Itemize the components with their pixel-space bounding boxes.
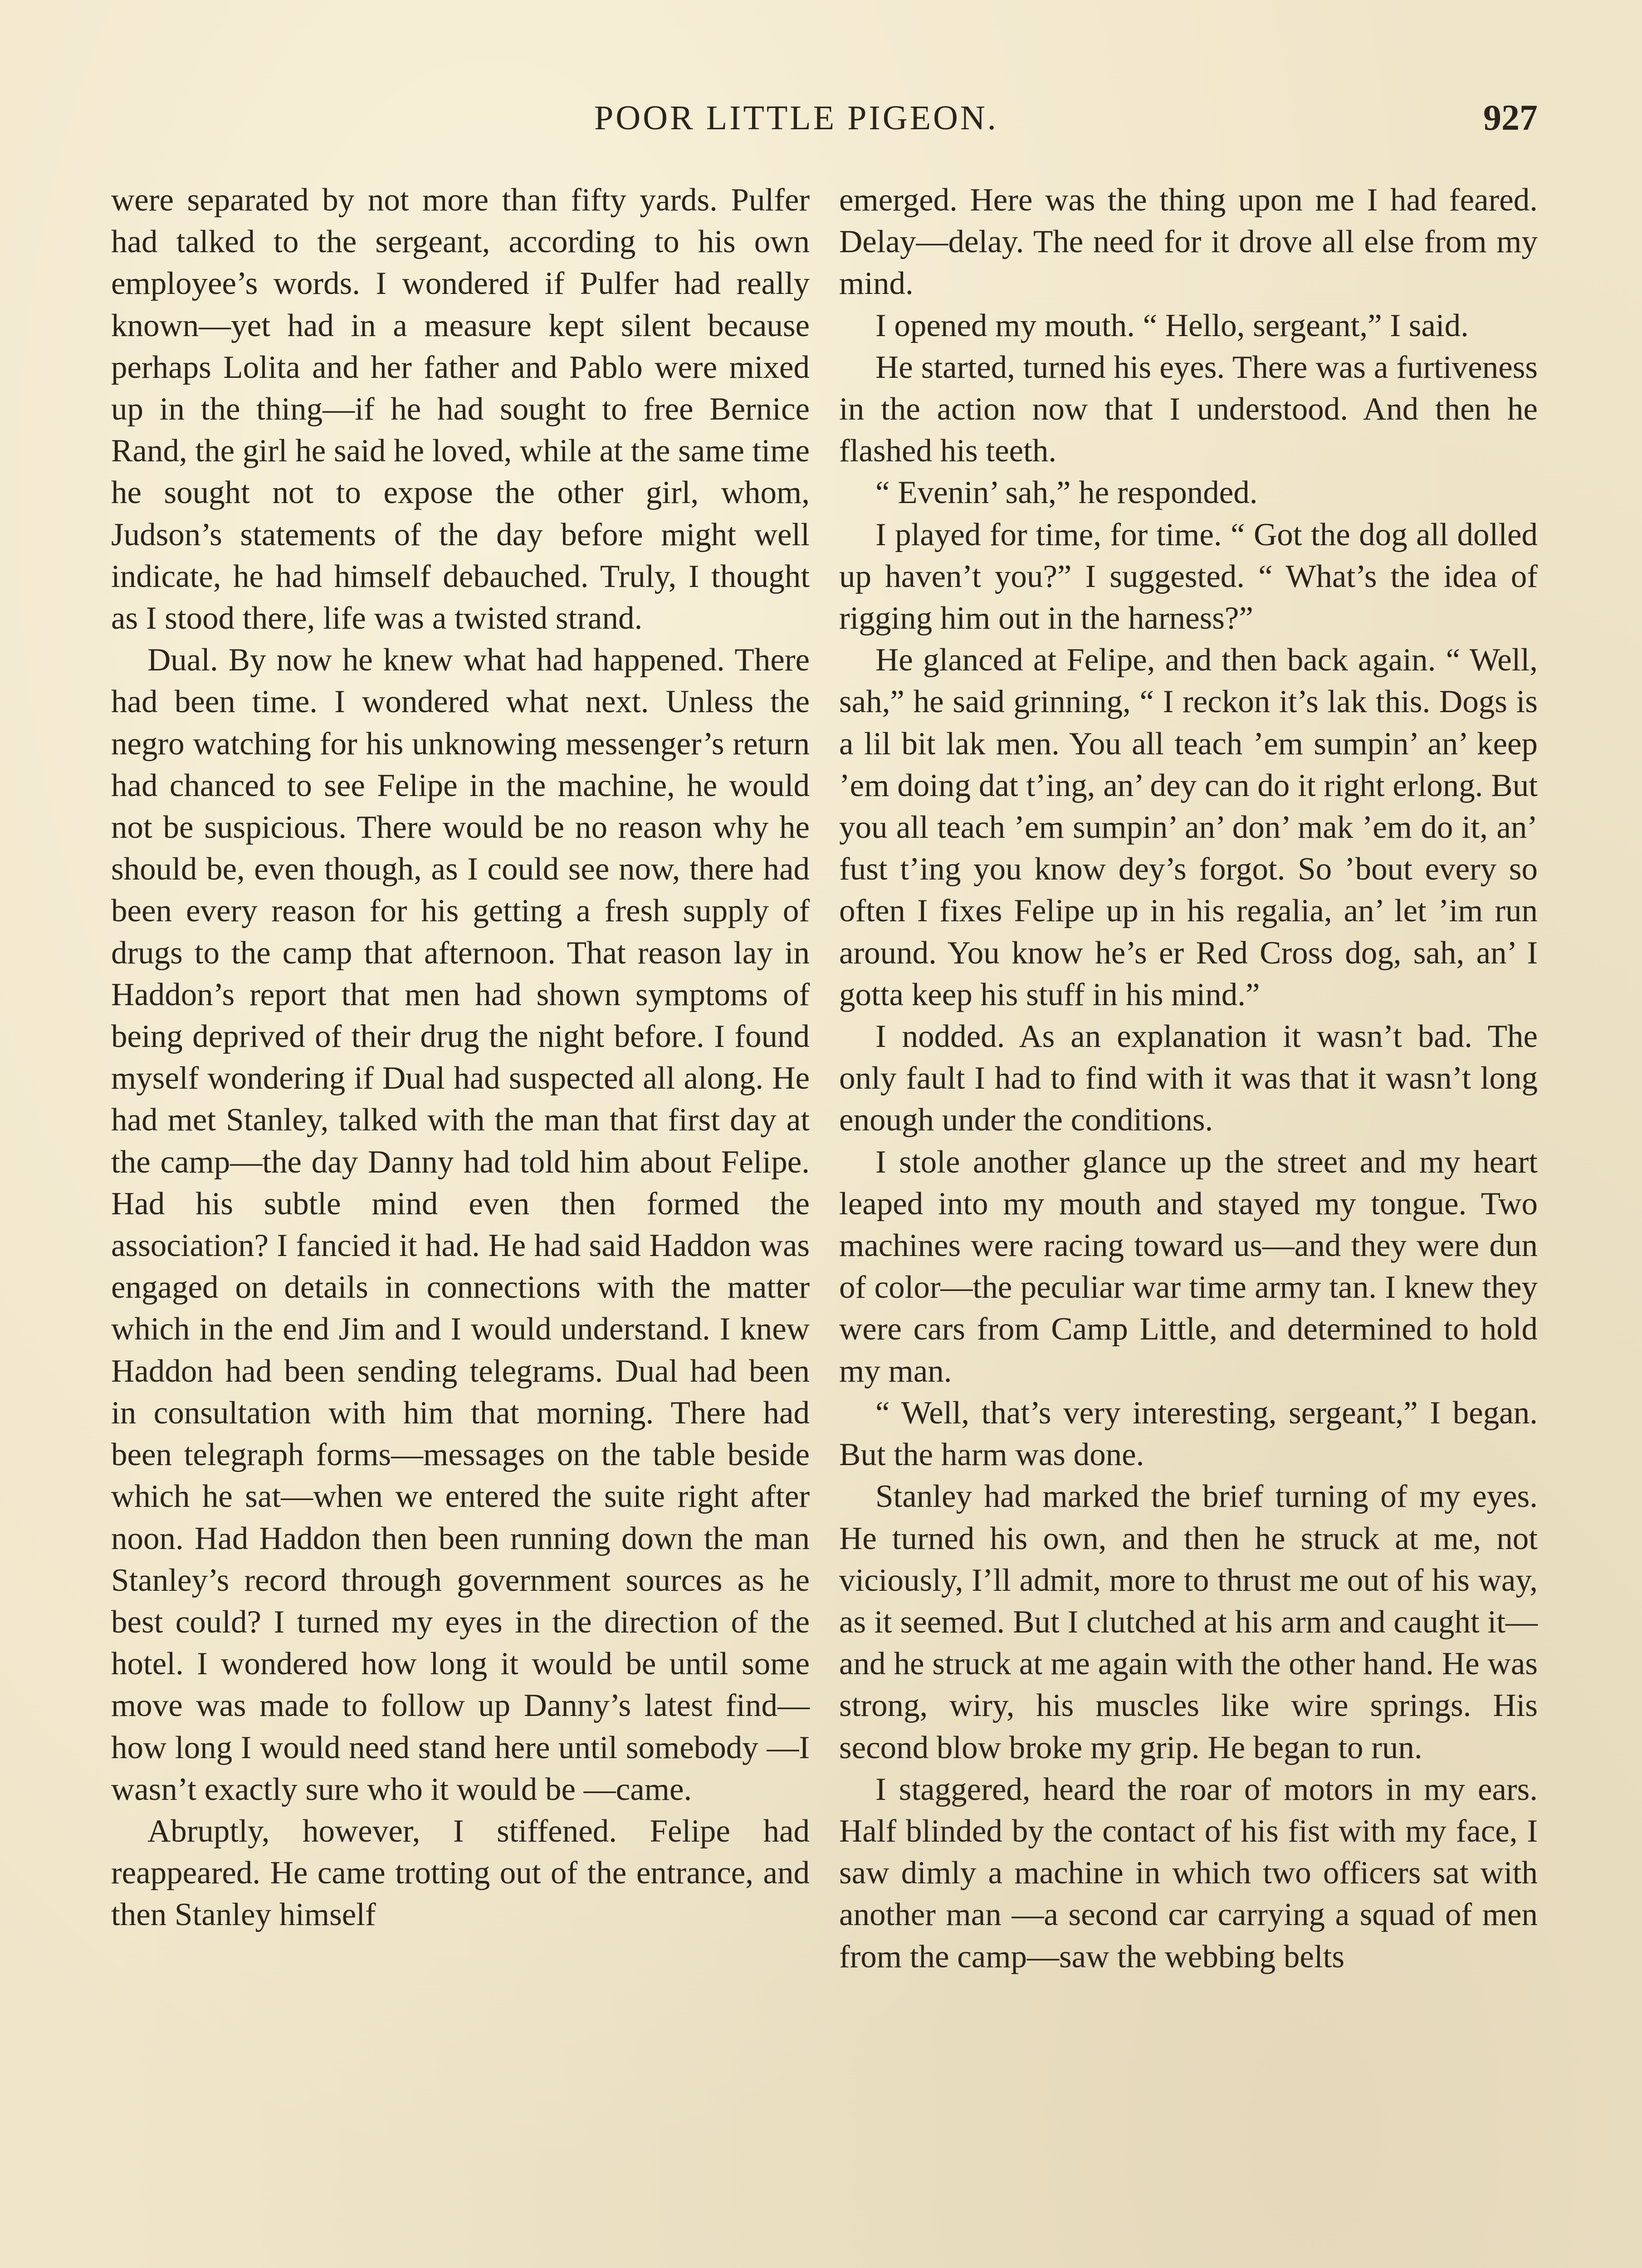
page-header bbox=[113, 93, 1538, 143]
paragraph: Stanley had marked the brief turning of my eyes. He turned his own, and then he struck at me, not viciously, I’ll admit, more to thrust me out of his way, as it seemed. But I clutched at his arm and caught it—and he struck at me again with the other hand. He was strong, wiry, his muscles like wire springs. His second blow broke my grip. He began to run. bbox=[839, 1479, 1538, 1765]
paragraph: Dual. By now he knew what had happened. There had been time. I wondered what next. Unless the negro watching for his unknowing messenger’s return had chanced to see Felipe in the machine, he would not be suspicious. There would be no reason why he should be, even though, as I could see now, there had been every reason for his getting a fresh supply of drugs to the camp that afternoon. That reason lay in Haddon’s report that men had shown symptoms of being deprived of their drug the night before. I found myself wondering if Dual had suspected all along. He had met Stanley, talked with the man that first day at the camp—the day Danny had told him about Felipe. Had his subtle mind even then formed the association? I fancied it had. He had said Haddon was engaged on details in connections with the matter which in the end Jim and I would understand. I knew Haddon had been sending telegrams. Dual had been in consultation with him that morning. There had been telegraph forms—messages on the table beside which he sat—when we entered the suite right after noon. Had Haddon then been running down the man Stanley’s record through government sources as he best could? I turned my eyes in the direction of the hotel. I wondered how long it would be until some move was made to follow up Danny’s latest find—how long I would need stand here until somebody —I wasn’t exactly sure who it would be —came. bbox=[111, 642, 810, 1807]
paragraph: “ Evenin’ sah,” he responded. bbox=[875, 475, 1258, 511]
paragraph: He glanced at Felipe, and then back again. “ Well, sah,” he said grinning, “ I reckon it’s lak this. Dogs is a lil bit lak men. You all teach ’em sumpin’ an’ keep ’em doing dat t’ing, an’ dey can do it right erlong. But you all teach ’em sumpin’ an’ don’ mak ’em do it, an’ fust t’ing you know dey’s forgot. So ’bout every so often I fixes Felipe up in his regalia, an’ let ’im run around. You know he’s er Red Cross dog, sah, an’ I gotta keep his stuff in his mind.” bbox=[839, 642, 1538, 1012]
paragraph: I played for time, for time. “ Got the dog all dolled up haven’t you?” I suggested. “ What’s the idea of rigging him out in the harness?” bbox=[839, 517, 1538, 636]
left-column bbox=[111, 179, 810, 1936]
paragraph: I stole another glance up the street and my heart leaped into my mouth and stayed my tongue. Two machines were racing toward us—and they were dun of color—the peculiar war time army tan. I knew they were cars from Camp Little, and determined to hold my man. bbox=[839, 1144, 1538, 1389]
paragraph: emerged. Here was the thing upon me I had feared. Delay—delay. The need for it drove all else from my mind. bbox=[839, 182, 1538, 302]
paragraph: “ Well, that’s very interesting, sergeant,” I began. But the harm was done. bbox=[839, 1395, 1538, 1473]
paragraph: I staggered, heard the roar of motors in my ears. Half blinded by the contact of his fist with my face, I saw dimly a machine in which two officers sat with another man —a second car carrying a squad of men from the camp—saw the webbing belts bbox=[839, 1771, 1538, 1975]
paragraph: I nodded. As an explanation it wasn’t bad. The only fault I had to find with it was that it wasn’t long enough under the conditions. bbox=[839, 1019, 1538, 1138]
paragraph: He started, turned his eyes. There was a furtiveness in the action now that I understood. And then he flashed his teeth. bbox=[839, 349, 1538, 469]
page-number: 927 bbox=[1483, 98, 1538, 138]
running-title: POOR LITTLE PIGEON. bbox=[594, 99, 998, 137]
paragraph: Abruptly, however, I stiffened. Felipe had reappeared. He came trotting out of the entrance, and then Stanley himself bbox=[111, 1813, 810, 1933]
paragraph: I opened my mouth. “ Hello, sergeant,” I said. bbox=[875, 308, 1469, 343]
right-column bbox=[839, 179, 1538, 1978]
paragraph: were separated by not more than fifty yards. Pulfer had talked to the sergeant, according to his own employee’s words. I wondered if Pulfer had really known—yet had in a measure kept silent because perhaps Lolita and her father and Pablo were mixed up in the thing—if he had sought to free Bernice Rand, the girl he said he loved, while at the same time he sought not to expose the other girl, whom, Judson’s statements of the day before might well indicate, he had himself debauched. Truly, I thought as I stood there, life was a twisted strand. bbox=[111, 182, 810, 636]
